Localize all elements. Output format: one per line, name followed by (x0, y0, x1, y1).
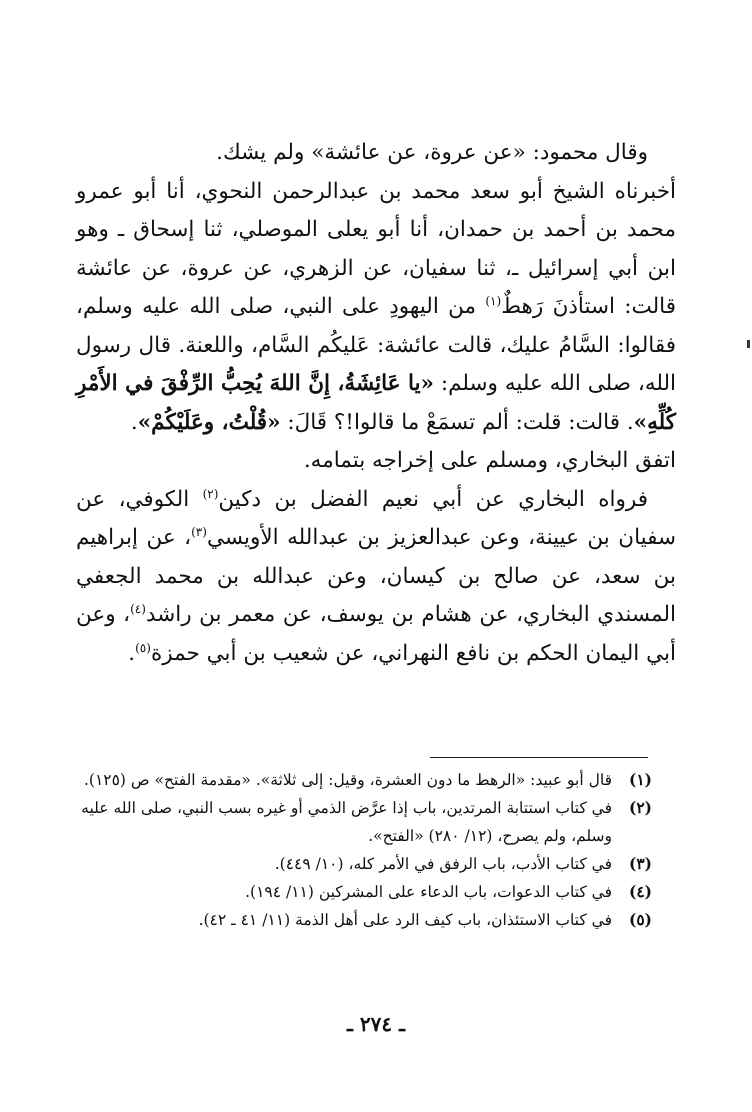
footnote-ref-3[interactable]: (٣) (191, 524, 207, 539)
footnote-ref-2[interactable]: (٢) (202, 486, 219, 501)
footnote-4 (80, 878, 652, 906)
footnotes (80, 766, 652, 934)
footnote-text: في كتاب الدعوات، باب الدعاء على المشركين (١١/ ١٩٤). (245, 883, 612, 901)
footnote-2 (80, 794, 652, 850)
footnote-text: قال أبو عبيد: «الرهط ما دون العشرة، وقيل: إلى ثلاثة». «مقدمة الفتح» ص (١٢٥). (83, 771, 612, 789)
footnote-number: (٣) (628, 854, 652, 873)
footnote-number: (١) (628, 770, 652, 789)
footnote-3 (80, 850, 652, 878)
paragraph-3: اتفق البخاري، ومسلم على إخراجه بتمامه. (303, 448, 676, 473)
hadith-quote-2: «قُلْتُ، وعَلَيْكُمْ» (137, 409, 281, 435)
footnote-text: في كتاب الاستئذان، باب كيف الرد على أهل الذمة (١١/ ٤١ ـ ٤٢). (198, 911, 612, 929)
footnote-number: (٥) (628, 910, 652, 929)
footnote-number: (٤) (628, 882, 652, 901)
page-number: ـ ٢٧٤ ـ (347, 1012, 405, 1036)
footnote-5 (80, 906, 652, 934)
hadith-quote-1: «يا عَائِشَةُ، إِنَّ اللهَ يُحِبُّ الرِّفْقَ في الأَمْرِ كُلِّهِ» (76, 371, 676, 435)
footnote-ref-1[interactable]: (١) (485, 293, 502, 308)
paragraph-4: فرواه البخاري عن أبي نعيم الفضل بن دكين$^{(٢)}$ الكوفي، عن سفيان بن عيينة، وعن عبدالعزيز بن عبدالله الأويسي$^{(٣)}$، عن إبراهيم بن سعد، عن صالح بن كيسان، وعن عبدالله بن محمد الجعفي المسندي البخاري، عن هشام بن يوسف، عن معمر بن راشد$^{(٤)}$، وعن أبي اليمان الحكم بن نافع النهراني، عن شعيب بن أبي حمزة$^{(٥)}$. (76, 486, 676, 666)
scan-mark (747, 340, 750, 348)
paragraph-2: أخبرناه الشيخ أبو سعد محمد بن عبدالرحمن النحوي، أنا أبو عمرو محمد بن أحمد بن حمدان، أنا أبو يعلى الموصلي، ثنا إسحاق ـ وهو ابن أبي إسرائيل ـ، ثنا سفيان، عن الزهري، عن عروة، عن عائشة قالت: استأذنَ رَهطٌ$^{(١)}$ من اليهودِ على النبي، صلى الله عليه وسلم، فقالوا: السَّامُ عليك، قالت عائشة: عَليكُم السَّام، واللعنة. قال رسول الله، صلى الله عليه وسلم: «يا عَائِشَةُ، إِنَّ اللهَ يُحِبُّ الرِّفْقَ في الأَمْرِ كُلِّهِ». قالت: قلت: ألم تسمَعْ ما قالوا!؟ قَالَ: «قُلْتُ، وعَلَيْكُمْ». (76, 178, 676, 435)
footnote-text: في كتاب الأدب، باب الرفق في الأمر كله، (١٠/ ٤٤٩). (274, 855, 612, 873)
paragraph-1: وقال محمود: «عن عروة، عن عائشة» ولم يشك. (216, 140, 648, 165)
main-text (76, 134, 676, 673)
footnote-ref-5[interactable]: (٥) (135, 640, 151, 655)
footnote-text: في كتاب استتابة المرتدين، باب إذا عرَّض الذمي أو غيره بسب النبي، صلى الله عليه وسلم، ولم يصرح، (١٢/ ٢٨٠) «الفتح». (81, 799, 612, 845)
footnote-ref-4[interactable]: (٤) (130, 601, 146, 616)
footnote-separator (430, 757, 648, 758)
footnote-number: (٢) (628, 798, 652, 817)
footnote-1 (80, 766, 652, 794)
